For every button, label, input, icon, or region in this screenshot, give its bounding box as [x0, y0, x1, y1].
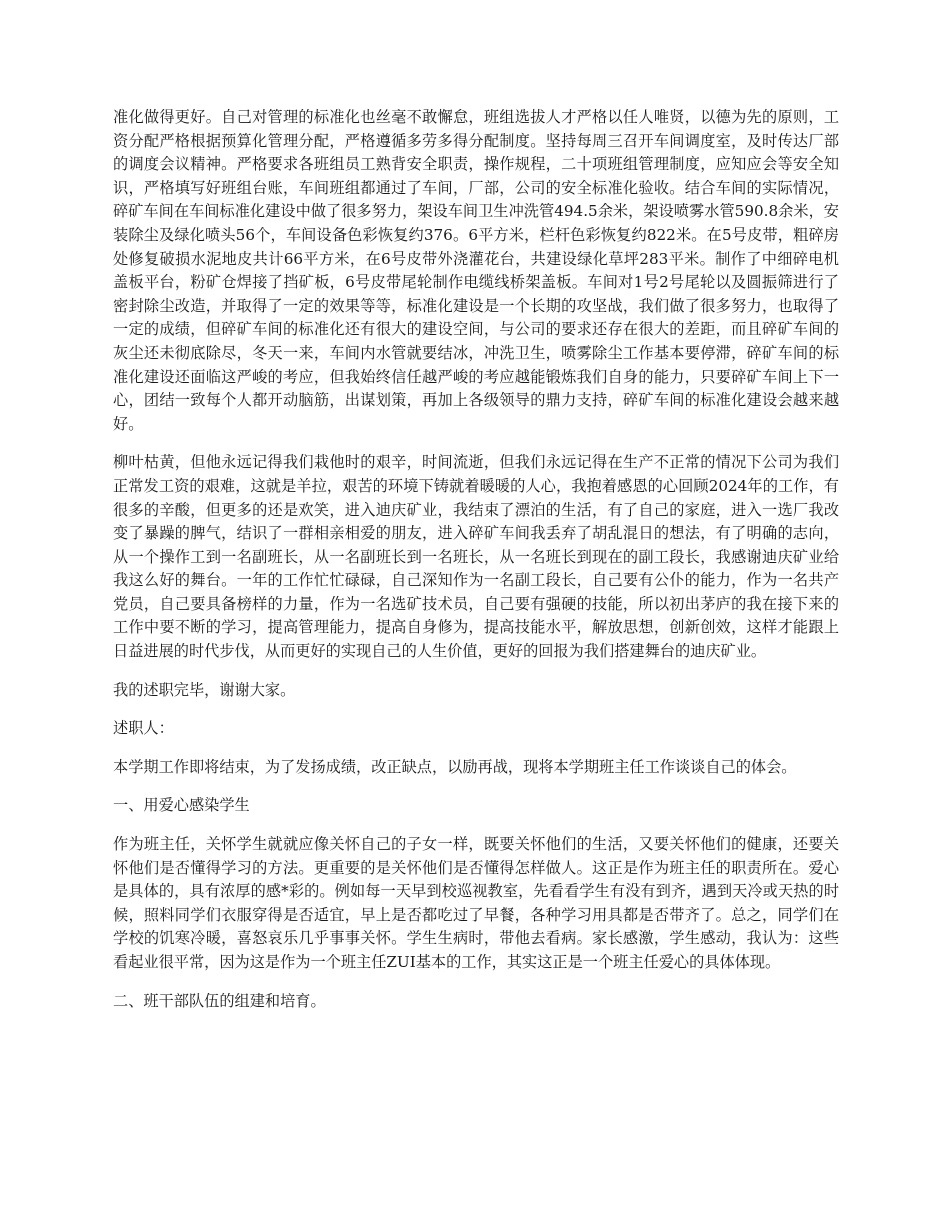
section-heading-1: 一、用爱心感染学生 [113, 796, 250, 815]
section-heading-2: 二、班干部队伍的组建和培育。 [113, 991, 326, 1010]
paragraph-gratitude: 柳叶枯黄，但他永远记得我们栽他时的艰辛，时间流逝，但我们永远记得在生产不正常的情况下公司为我们正常发工资的艰难，这就是羊拉，艰苦的环境下铸就着暖暖的人心，我抱着感恩的心回顾2024年的工作，有很多的辛酸，但更多的还是欢笑，进入迪庆矿业，我结束了漂泊的生活，有了自己的家庭，进入一选厂我改变了暴躁的脾气，结识了一群相亲相爱的朋友，进入碎矿车间我丢弃了胡乱混日的想法，有了明确的志向，从一个操作工到一名副班长，从一名副班长到一名班长，从一名班长到现在的副工段长，我感谢迪庆矿业给我这么好的舞台。一年的工作忙忙碌碌，自己深知作为一名副工段长，自己要有公仆的能力，作为一名共产党员，自己要具备榜样的力量，作为一名选矿技术员，自己要有强硬的技能，所以初出茅庐的我在接下来的工作中要不断的学习，提高管理能力，提高自身修为，提高技能水平，解放思想，创新创效，这样才能跟上日益进展的时代步伐，从而更好的实现自己的人生价值，更好的回报为我们搭建舞台的迪庆矿业。 [113, 453, 839, 661]
paragraph-standardization: 准化做得更好。自己对管理的标准化也丝毫不敢懈怠，班组选拔人才严格以任人唯贤，以德为先的原则，工资分配严格根据预算化管理分配，严格遵循多劳多得分配制度。坚持每周三召开车间调度室，及时传达厂部的调度会议精神。严格要求各班组员工熟背安全职责，操作规程，二十项班组管理制度，应知应会等安全知识，严格填写好班组台账，车间班组都通过了车间，厂部，公司的安全标准化验收。结合车间的实际情况，碎矿车间在车间标准化建设中做了很多努力，架设车间卫生冲洗管494.5余米，架设喷雾水管590.8余米，安装除尘及绿化喷头56个，车间设备色彩恢复约376。6平方米，栏杆色彩恢复约822米。在5号皮带，粗碎房处修复破损水泥地皮共计66平方米，在6号皮带外浇灌花台，共建设绿化草坪283平米。制作了中细碎电机盖板平台，粉矿仓焊接了挡矿板，6号皮带尾轮制作电缆线桥架盖板。车间对1号2号尾轮以及圆振筛进行了密封除尘改造，并取得了一定的效果等等，标准化建设是一个长期的攻坚战，我们做了很多努力，也取得了一定的成绩，但碎矿车间的标准化还有很大的建设空间，与公司的要求还存在很大的差距，而且碎矿车间的灰尘还未彻底除尽，冬天一来，车间内水管就要结冰，冲洗卫生，喷雾除尘工作基本要停滞，碎矿车间的标准化建设还面临这严峻的考应，但我始终信任越严峻的考应越能锻炼我们自身的能力，只要碎矿车间上下一心，团结一致每个人都开动脑筋，出谋划策，再加上各级领导的鼎力支持，碎矿车间的标准化建设会越来越好。 [113, 108, 839, 433]
paragraph-signature: 述职人： [113, 719, 174, 738]
paragraph-semester-intro: 本学期工作即将结束，为了发扬成绩，改正缺点，以励再战，现将本学期班主任工作谈谈自己的体会。 [113, 757, 797, 776]
paragraph-closing: 我的述职完毕，谢谢大家。 [113, 680, 296, 699]
paragraph-care-for-students: 作为班主任，关怀学生就就应像关怀自己的子女一样，既要关怀他们的生活，又要关怀他们的健康，还要关怀他们是否懂得学习的方法。更重要的是关怀他们是否懂得怎样做人。这正是作为班主任的职责所在。爱心是具体的，具有浓厚的感*彩的。例如每一天早到校巡视教室，先看看学生有没有到齐，遇到天冷或天热的时候，照料同学们衣服穿得是否适宜，早上是否都吃过了早餐，各种学习用具都是否带齐了。总之，同学们在学校的饥寒冷暖，喜怒哀乐几乎事事关怀。学生生病时，带他去看病。家长感激，学生感动，我认为：这些看起业很平常，因为这是作为一个班主任ZUI基本的工作，其实这正是一个班主任爱心的具体体现。 [113, 835, 839, 971]
document-body [113, 106, 839, 1028]
